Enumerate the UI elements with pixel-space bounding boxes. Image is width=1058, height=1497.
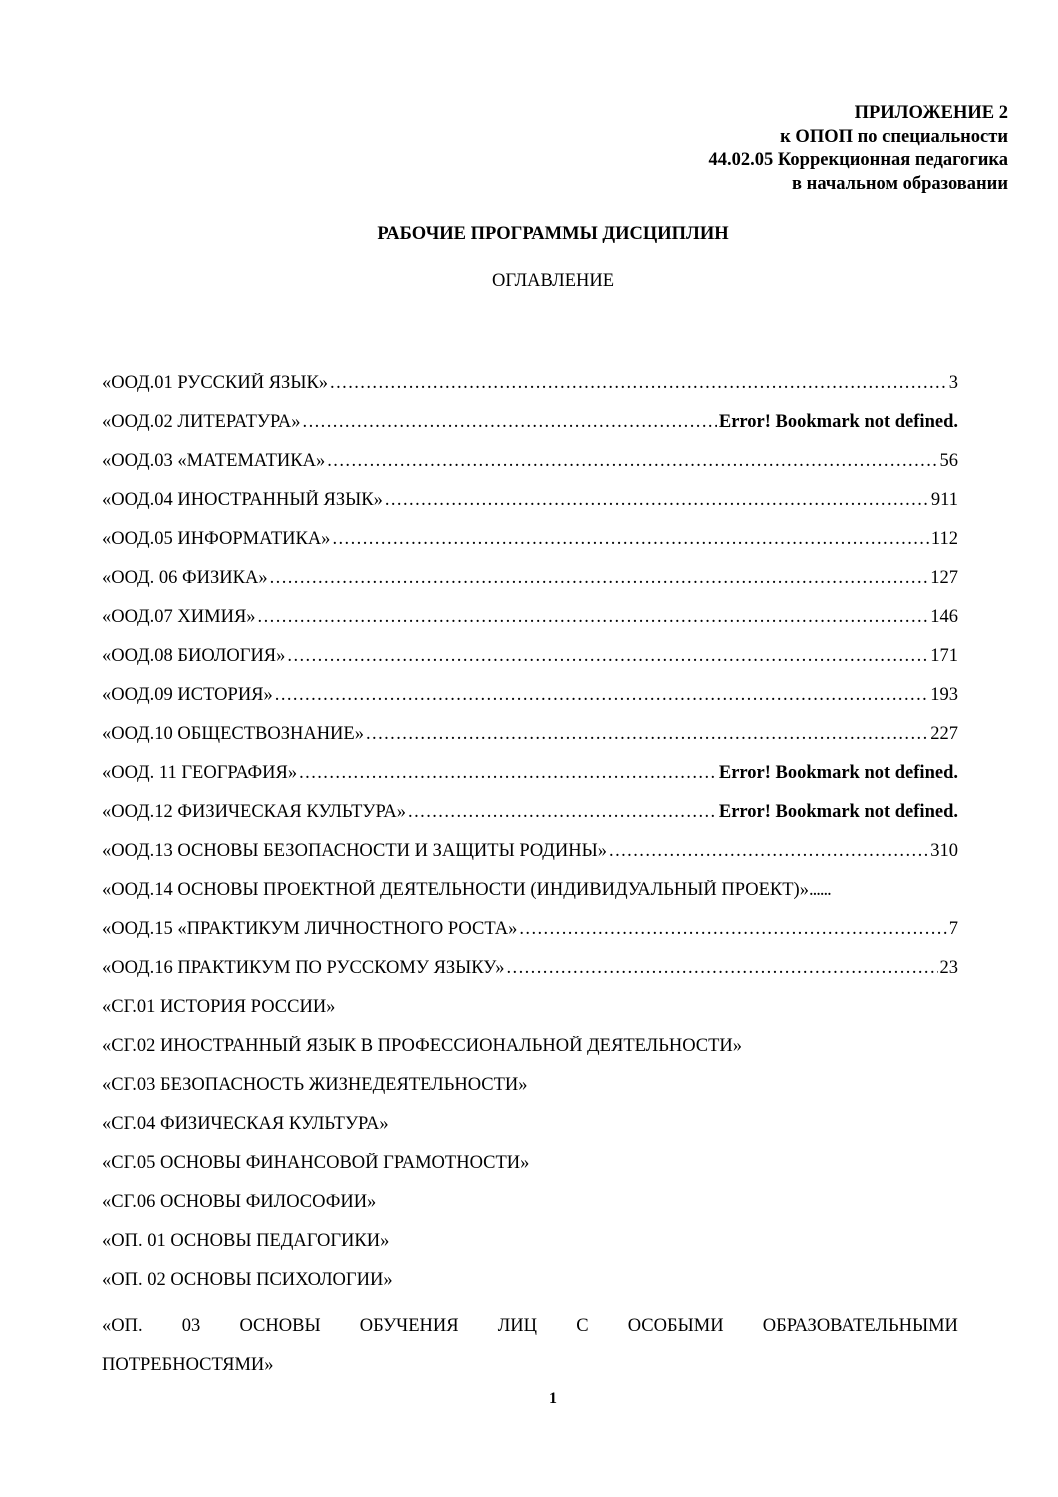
- toc-dot-leader: [506, 958, 937, 979]
- toc-item-word: ОСОБЫМИ: [627, 1316, 724, 1336]
- toc-item[interactable]: [102, 607, 958, 646]
- toc-item-wrapped-line-1: [102, 1309, 958, 1348]
- toc-dot-leader: [366, 724, 928, 745]
- toc-item-error: Error! Bookmark not defined.: [718, 763, 958, 783]
- toc-item-label: «ООД.12 ФИЗИЧЕСКАЯ КУЛЬТУРА»: [102, 802, 407, 822]
- toc-item-page: 3: [948, 373, 958, 393]
- toc-item-label: «СГ.03 БЕЗОПАСНОСТЬ ЖИЗНЕДЕЯТЕЛЬНОСТИ»: [102, 1075, 528, 1095]
- toc-item[interactable]: [102, 1036, 958, 1075]
- toc-item-page: 310: [930, 841, 958, 861]
- toc-item-label: «СГ.02 ИНОСТРАННЫЙ ЯЗЫК В ПРОФЕССИОНАЛЬНОЙ ДЕЯТЕЛЬНОСТИ»: [102, 1036, 743, 1056]
- toc-item[interactable]: [102, 841, 958, 880]
- toc-item[interactable]: [102, 958, 958, 997]
- toc-item-word: ЛИЦ: [497, 1316, 538, 1336]
- toc-dot-leader: [408, 802, 717, 823]
- toc-dot-leader: [327, 451, 937, 472]
- toc-item-label: «ООД.13 ОСНОВЫ БЕЗОПАСНОСТИ И ЗАЩИТЫ РОДИНЫ»: [102, 841, 608, 861]
- toc-item-page: 23: [939, 958, 958, 978]
- toc-item[interactable]: [102, 373, 958, 412]
- toc-item[interactable]: [102, 490, 958, 529]
- toc-item-label: «ООД. 11 ГЕОГРАФИЯ»: [102, 763, 298, 783]
- toc-item-page: 7: [948, 919, 958, 939]
- appendix-header: [709, 102, 1008, 196]
- toc-item[interactable]: [102, 1270, 958, 1309]
- toc-item-label: «СГ.01 ИСТОРИЯ РОССИИ»: [102, 997, 336, 1017]
- toc-item-label: «ООД.10 ОБЩЕСТВОЗНАНИЕ»: [102, 724, 364, 744]
- toc-item-page: 56: [939, 451, 958, 471]
- toc-item-label: «ООД.07 ХИМИЯ»: [102, 607, 256, 627]
- toc-item-page: 193: [930, 685, 958, 705]
- toc-item-label: «ООД. 06 ФИЗИКА»: [102, 568, 268, 588]
- toc-item-page: 227: [930, 724, 958, 744]
- toc-item-label: «ОП. 01 ОСНОВЫ ПЕДАГОГИКИ»: [102, 1231, 390, 1251]
- toc-dot-leader: [275, 685, 928, 706]
- toc-item-label: «ООД.03 «МАТЕМАТИКА»: [102, 451, 326, 471]
- toc-item-word: С: [576, 1316, 589, 1336]
- toc-item-wrapped-line-2: ПОТРЕБНОСТЯМИ»: [102, 1355, 274, 1375]
- toc-heading: ОГЛАВЛЕНИЕ: [491, 271, 615, 291]
- toc-item[interactable]: [102, 1231, 958, 1270]
- toc-item[interactable]: [102, 763, 958, 802]
- toc-item-label: «СГ.04 ФИЗИЧЕСКАЯ КУЛЬТУРА»: [102, 1114, 389, 1134]
- toc-dot-leader: [303, 412, 717, 433]
- toc-dot-leader: [332, 529, 928, 550]
- toc-item[interactable]: [102, 724, 958, 763]
- toc-item[interactable]: [102, 880, 958, 919]
- toc-item[interactable]: [102, 451, 958, 490]
- toc-item-label: «ООД.05 ИНФОРМАТИКА»: [102, 529, 331, 549]
- toc-item-page: 112: [930, 529, 958, 549]
- toc-item-label: «ООД.02 ЛИТЕРАТУРА»: [102, 412, 301, 432]
- table-of-contents: [102, 373, 958, 1387]
- toc-item[interactable]: [102, 1114, 958, 1153]
- toc-item-word: ОБРАЗОВАТЕЛЬНЫМИ: [762, 1316, 958, 1336]
- toc-item[interactable]: [102, 1153, 958, 1192]
- toc-item-label: «СГ.06 ОСНОВЫ ФИЛОСОФИИ»: [102, 1192, 377, 1212]
- toc-item-trail: ......: [808, 880, 831, 900]
- toc-item-page: 127: [930, 568, 958, 588]
- toc-dot-leader: [287, 646, 928, 667]
- toc-item[interactable]: [102, 802, 958, 841]
- toc-item[interactable]: [102, 412, 958, 451]
- toc-item-page: 171: [930, 646, 958, 666]
- toc-item-error: Error! Bookmark not defined.: [718, 412, 958, 432]
- header-line-4: в начальном образовании: [792, 173, 1008, 194]
- toc-item-label: «ООД.14 ОСНОВЫ ПРОЕКТНОЙ ДЕЯТЕЛЬНОСТИ (ИНДИВИДУАЛЬНЫЙ ПРОЕКТ)»: [102, 880, 809, 900]
- document-title: РАБОЧИЕ ПРОГРАММЫ ДИСЦИПЛИН: [377, 224, 729, 244]
- toc-item-label: «ООД.09 ИСТОРИЯ»: [102, 685, 273, 705]
- toc-item-wrapped[interactable]: [102, 1309, 958, 1387]
- toc-item-label: «ООД.01 РУССКИЙ ЯЗЫК»: [102, 373, 329, 393]
- toc-item[interactable]: [102, 1192, 958, 1231]
- toc-item-word: ОБУЧЕНИЯ: [359, 1316, 459, 1336]
- toc-item-label: «ООД.16 ПРАКТИКУМ ПО РУССКОМУ ЯЗЫКУ»: [102, 958, 505, 978]
- toc-item[interactable]: [102, 646, 958, 685]
- toc-item-word: 03: [181, 1316, 201, 1336]
- toc-dot-leader: [299, 763, 717, 784]
- toc-item-label: «ООД.08 БИОЛОГИЯ»: [102, 646, 286, 666]
- toc-item-label: «ООД.04 ИНОСТРАННЫЙ ЯЗЫК»: [102, 490, 383, 510]
- toc-dot-leader: [270, 568, 929, 589]
- toc-item-label: «СГ.05 ОСНОВЫ ФИНАНСОВОЙ ГРАМОТНОСТИ»: [102, 1153, 530, 1173]
- header-line-3: 44.02.05 Коррекционная педагогика: [708, 150, 1008, 170]
- toc-item[interactable]: [102, 1075, 958, 1114]
- toc-dot-leader: [609, 841, 928, 862]
- toc-item-error: Error! Bookmark not defined.: [718, 802, 958, 822]
- toc-item-word: ОСНОВЫ: [239, 1316, 321, 1336]
- toc-item-page: 146: [930, 607, 958, 627]
- toc-dot-leader: [330, 373, 947, 394]
- toc-dot-leader: [385, 490, 929, 511]
- toc-item-label: «ООД.15 «ПРАКТИКУМ ЛИЧНОСТНОГО РОСТА»: [102, 919, 518, 939]
- toc-item[interactable]: [102, 685, 958, 724]
- toc-item[interactable]: [102, 529, 958, 568]
- page-number: 1: [549, 1390, 557, 1407]
- toc-dot-leader: [258, 607, 929, 628]
- toc-item[interactable]: [102, 568, 958, 607]
- toc-dot-leader: [519, 919, 946, 940]
- toc-item[interactable]: [102, 997, 958, 1036]
- toc-item-page: 911: [930, 490, 958, 510]
- header-line-1: ПРИЛОЖЕНИЕ 2: [854, 103, 1008, 123]
- header-line-2: к ОПОП по специальности: [780, 126, 1008, 147]
- toc-item[interactable]: [102, 919, 958, 958]
- toc-item-label: «ОП. 02 ОСНОВЫ ПСИХОЛОГИИ»: [102, 1270, 393, 1290]
- toc-item-word: «ОП.: [102, 1316, 143, 1336]
